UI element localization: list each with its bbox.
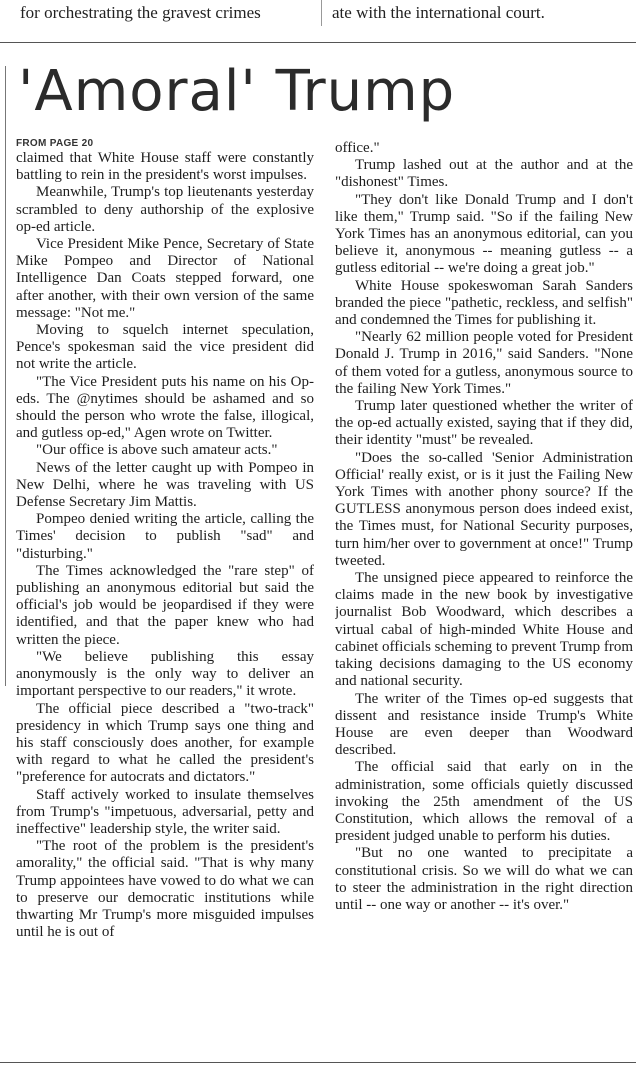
paragraph: "Nearly 62 million people voted for President Donald J. Trump in 2016," said Sanders. "None of them voted for a gutless, anonymous source to the failing New York Times." bbox=[335, 329, 633, 397]
jump-line: FROM PAGE 20 bbox=[16, 138, 94, 149]
paragraph: White House spokeswoman Sarah Sanders branded the piece "pathetic, reckless, and selfish" and condemned the Times for publishing it. bbox=[335, 277, 633, 329]
paragraph: The official piece described a "two-track" presidency in which Trump says one thing and his staff consciously does another, for example with regard to what he called the president's "preference for autocrats and dictators." bbox=[16, 700, 314, 786]
paragraph: The unsigned piece appeared to reinforce the claims made in the new book by investigative journalist Bob Woodward, which describes a virtual cabal of high-minded White House and cabinet officials scheming to prevent Trump from taking decisions damaging to the US economy and national security. bbox=[335, 570, 633, 690]
paragraph: Meanwhile, Trump's top lieutenants yesterday scrambled to deny authorship of the explosive op-ed article. bbox=[16, 184, 314, 235]
paragraph: The writer of the Times op-ed suggests that dissent and resistance inside Trump's White House are even deeper than Woodward described. bbox=[335, 690, 633, 759]
paragraph: office." bbox=[335, 140, 380, 156]
paragraph: "Our office is above such amateur acts." bbox=[36, 442, 278, 459]
headline: 'Amoral' Trump bbox=[18, 59, 456, 124]
paragraph: "The Vice President puts his name on his Op-eds. The @nytimes should be ashamed and so should the person who wrote the false, illogical, and gutless op-ed," Agen wrote on Twitter. bbox=[16, 373, 314, 442]
previous-story-right-text: ate with the international court. bbox=[332, 3, 545, 22]
paragraph: The official said that early on in the administration, some officials quietly discussed invoking the 25th amendment of the US Constitution, which allows the removal of a president judged unable to perform his duties. bbox=[335, 759, 633, 845]
left-margin-rule bbox=[5, 66, 6, 686]
paragraph: Pompeo denied writing the article, calling the Times' decision to publish "sad" and "disturbing." bbox=[16, 511, 314, 562]
previous-story-strip bbox=[0, 0, 636, 43]
paragraph: The Times acknowledged the "rare step" of publishing an anonymous editorial but said the official's job would be jeopardised if they were identified, and that the paper knew who had written the piece. bbox=[16, 562, 314, 648]
paragraph: News of the letter caught up with Pompeo in New Delhi, where he was traveling with US Defense Secretary Jim Mattis. bbox=[16, 459, 314, 511]
paragraph: "The root of the problem is the president's amorality," the official said. "That is why many Trump appointees have vowed to do what we can to preserve our democratic institutions while thwarting Mr Trump's more misguided impulses until he is out of bbox=[16, 838, 314, 941]
bottom-rule bbox=[0, 1062, 636, 1063]
paragraph: "Does the so-called 'Senior Administration Official' really exist, or is it just the Failing New York Times with another phony source? If the GUTLESS anonymous person does indeed exist, the Times must, for National Security purposes, turn him/her over to government at once!" Trump tweeted. bbox=[335, 449, 633, 569]
paragraph: claimed that White House staff were constantly battling to rein in the president's worst impulses. bbox=[16, 150, 314, 184]
previous-story-left-text: for orchestrating the gravest crimes bbox=[20, 3, 261, 22]
paragraph: "They don't like Donald Trump and I don't like them," Trump said. "So if the failing New York Times has an anonymous editorial, can you believe it, anonymous -- meaning gutless -- a gutless editorial -- we're doing a great job." bbox=[335, 191, 633, 277]
paragraph: Trump later questioned whether the writer of the op-ed actually existed, saying that if they did, their identity "must" be revealed. bbox=[335, 398, 633, 449]
paragraph: Staff actively worked to insulate themselves from Trump's "impetuous, adversarial, petty and ineffective" leadership style, the writer said. bbox=[16, 786, 314, 837]
paragraph: Vice President Mike Pence, Secretary of State Mike Pompeo and Director of National Intelligence Dan Coats stepped forward, one after another, with their own version of the same message: "Not me." bbox=[16, 236, 314, 321]
paragraph: Moving to squelch internet speculation, Pence's spokesman said the vice president did not write the article. bbox=[16, 322, 314, 373]
article-column-left bbox=[16, 138, 314, 1038]
column-divider bbox=[321, 0, 322, 26]
paragraph: "But no one wanted to precipitate a constitutional crisis. So we will do what we can to steer the administration in the right direction until -- one way or another -- it's over." bbox=[335, 845, 633, 913]
article-column-right bbox=[335, 140, 633, 1040]
paragraph: "We believe publishing this essay anonymously is the only way to deliver an important perspective to our readers," it wrote. bbox=[16, 648, 314, 700]
paragraph: Trump lashed out at the author and at the "dishonest" Times. bbox=[335, 157, 633, 191]
